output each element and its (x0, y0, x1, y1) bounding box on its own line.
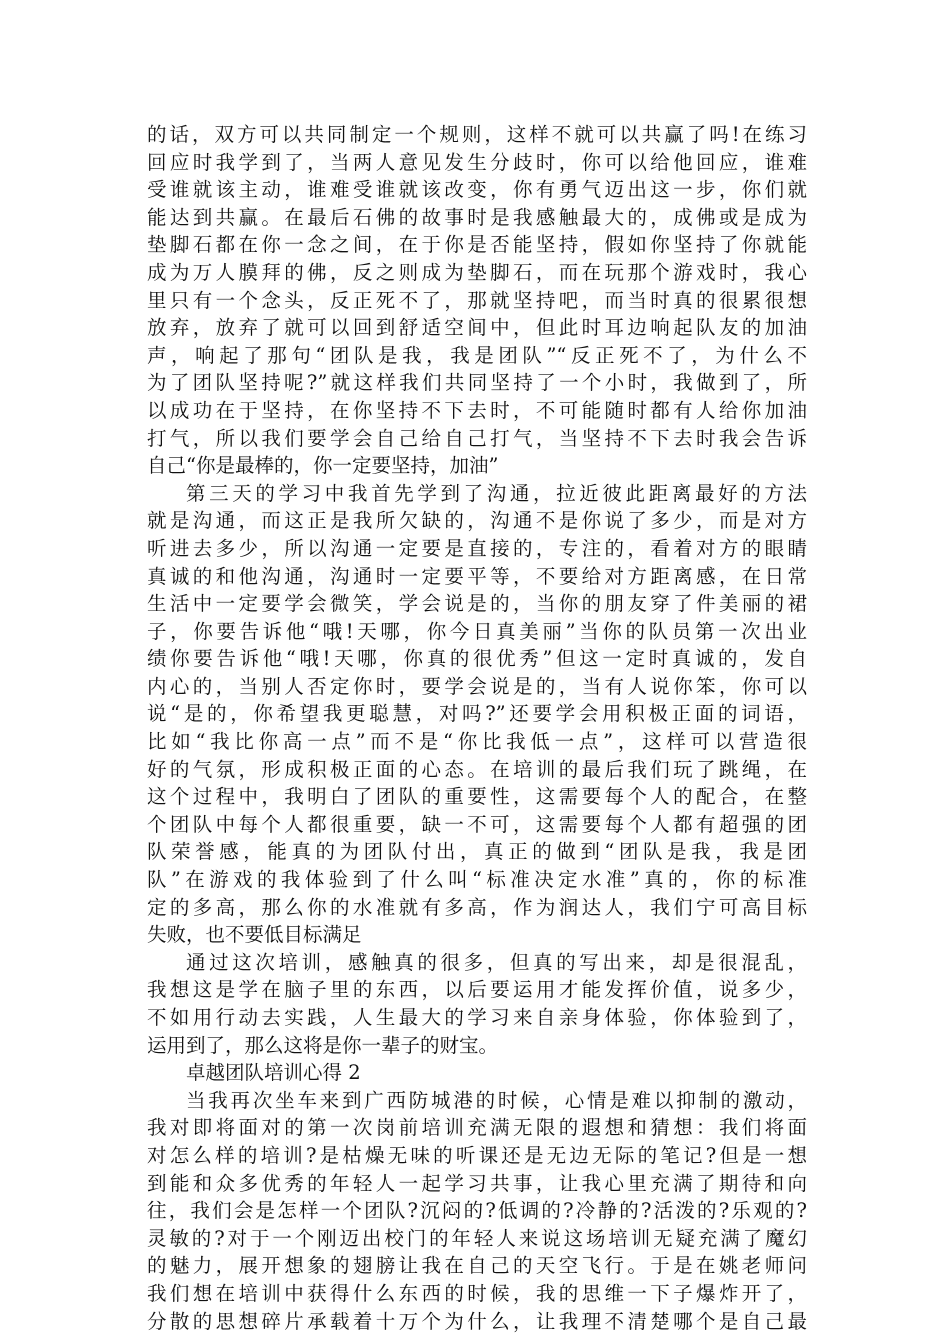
text-line: 到能和众多优秀的年轻人一起学习共事，让我心里充满了期待和向 (147, 1171, 807, 1195)
text-line: 队荣誉感，能真的为团队付出，真正的做到“团队是我，我是团 (147, 840, 807, 864)
document-body (147, 121, 807, 1335)
text-line: 运用到了，那么这将是你一辈子的财宝。 (147, 1033, 499, 1057)
text-line: 我想这是学在脑子里的东西，以后要运用才能发挥价值，说多少， (147, 978, 807, 1002)
text-line: 这个过程中，我明白了团队的重要性，这需要每个人的配合，在整 (147, 785, 807, 809)
text-line: 队”在游戏的我体验到了什么叫“标准决定水准”真的，你的标准 (147, 868, 807, 892)
text-line: 真诚的和他沟通，沟通时一定要平等，不要给对方距离感，在日常 (147, 564, 807, 588)
text-line: 里只有一个念头，反正死不了，那就坚持吧，而当时真的很累很想 (147, 288, 807, 312)
text-line: 受谁就该主动，谁难受谁就该改变，你有勇气迈出这一步，你们就 (147, 178, 807, 202)
text-line: 成为万人膜拜的佛，反之则成为垫脚石，而在玩那个游戏时，我心 (147, 260, 807, 284)
text-line: 子，你要告诉他“哦!天哪，你今日真美丽”当你的队员第一次出业 (147, 619, 807, 643)
text-line: 放弃，放弃了就可以回到舒适空间中，但此时耳边响起队友的加油 (147, 316, 807, 340)
text-line: 能达到共赢。在最后石佛的故事时是我感触最大的，成佛或是成为 (147, 205, 807, 229)
text-line: 分散的思想碎片承载着十万个为什么，让我理不清楚哪个是自己最 (147, 1309, 807, 1333)
paragraph-first-line: 当我再次坐车来到广西防城港的时候，心情是难以抑制的激动， (186, 1088, 807, 1112)
text-line: 垫脚石都在你一念之间，在于你是否能坚持，假如你坚持了你就能 (147, 233, 807, 257)
text-line: 就是沟通，而这正是我所欠缺的，沟通不是你说了多少，而是对方 (147, 509, 807, 533)
text-line: 打气，所以我们要学会自己给自己打气，当坚持不下去时我会告诉 (147, 426, 807, 450)
text-line: 自己“你是最棒的，你一定要坚持，加油” (147, 454, 499, 478)
text-line: 内心的，当别人否定你时，要学会说是的，当有人说你笨，你可以 (147, 674, 807, 698)
paragraph-first-line: 通过这次培训，感触真的很多，但真的写出来，却是很混乱， (186, 950, 807, 974)
text-line: 好的气氛，形成积极正面的心态。在培训的最后我们玩了跳绳，在 (147, 757, 807, 781)
text-line: 的话，双方可以共同制定一个规则，这样不就可以共赢了吗!在练习 (147, 123, 807, 146)
text-line: 往，我们会是怎样一个团队?沉闷的?低调的?冷静的?活泼的?乐观的? (147, 1199, 807, 1223)
text-line: 我们想在培训中获得什么东西的时候，我的思维一下子爆炸开了， (147, 1281, 807, 1305)
text-line: 说“是的，你希望我更聪慧，对吗?”还要学会用积极正面的词语， (147, 702, 807, 726)
text-line: 回应时我学到了，当两人意见发生分歧时，你可以给他回应，谁难 (147, 150, 807, 174)
text-line: 对怎么样的培训?是枯燥无味的听课还是无边无际的笔记?但是一想 (147, 1143, 807, 1167)
text-line: 为了团队坚持呢?”就这样我们共同坚持了一个小时，我做到了，所 (147, 371, 807, 395)
text-line: 灵敏的?对于一个刚迈出校门的年轻人来说这场培训无疑充满了魔幻 (147, 1226, 807, 1250)
text-line: 我对即将面对的第一次岗前培训充满无限的遐想和猜想：我们将面 (147, 1116, 807, 1140)
text-line: 听进去多少，所以沟通一定要是直接的，专注的，看着对方的眼睛 (147, 536, 807, 560)
text-line: 声，响起了那句“团队是我，我是团队”“反正死不了，为什么不 (147, 343, 807, 367)
text-line: 以成功在于坚持，在你坚持不下去时，不可能随时都有人给你加油 (147, 398, 807, 422)
text-line: 的魅力，展开想象的翅膀让我在自己的天空飞行。于是在姚老师问 (147, 1254, 807, 1278)
text-line: 绩你要告诉他“哦!天哪，你真的很优秀”但这一定时真诚的，发自 (147, 647, 807, 671)
paragraph-first-line: 第三天的学习中我首先学到了沟通，拉近彼此距离最好的方法 (186, 481, 807, 505)
text-line: 失败，也不要低目标满足 (147, 923, 362, 947)
text-line: 个团队中每个人都很重要，缺一不可，这需要每个人都有超强的团 (147, 812, 807, 836)
section-heading: 卓越团队培训心得 2 (186, 1061, 361, 1085)
text-line: 比如“我比你高一点”而不是“你比我低一点”，这样可以营造很 (147, 730, 807, 754)
text-line: 不如用行动去实践，人生最大的学习来自亲身体验，你体验到了， (147, 1006, 807, 1029)
text-line: 生活中一定要学会微笑，学会说是的，当你的朋友穿了件美丽的裙 (147, 592, 807, 616)
text-line: 定的多高，那么你的水准就有多高，作为润达人，我们宁可高目标 (147, 895, 807, 919)
